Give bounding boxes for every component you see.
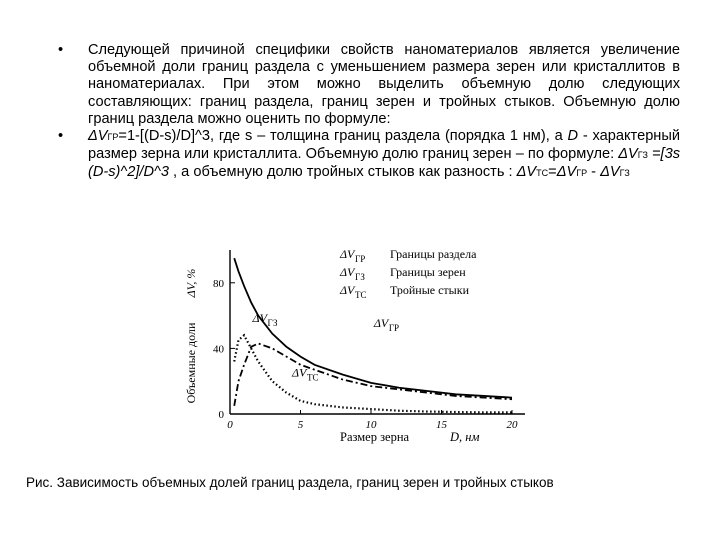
y-tick-label-80: 80 [213, 277, 224, 290]
formula-dv-gz-symbol: ΔV [618, 146, 638, 163]
x-tick-label-20: 20 [506, 419, 518, 431]
curve-label-symbol-тс: ΔV [292, 365, 307, 380]
var-d: D [567, 128, 579, 145]
formula-dv-gr-symbol: ΔV [556, 164, 577, 181]
bullet-item-2 [55, 128, 680, 183]
series-line-тс [234, 335, 512, 412]
paragraph-text: Следующей причиной специфики свойств наноматериалов является увеличение объемной доли границ раздела с уменьшением размера зерен или кристаллитов в наноматериалах. При этом можно выделить объемную долю следующих составляющих: границ раздела, границ зерен и тройных стыков. Объемную долю границ раздела можно оценить по формуле: [88, 42, 680, 127]
formula-equals: = [548, 164, 557, 181]
formula-dv-gz-symbol: ΔV [600, 164, 620, 181]
curve-label-symbol-гр: ΔV [373, 316, 389, 331]
volume-fraction-chart [170, 248, 540, 448]
formula-dv-gz-subscript: ГЗ [637, 150, 648, 161]
legend-symbol-гз: ΔV [340, 265, 355, 279]
y-axis-label: Объемные доли [184, 322, 198, 404]
legend-symbol-тс: ΔV [340, 283, 355, 297]
bullet-item-1 [55, 42, 680, 128]
legend-subscript-тс: ТС [355, 290, 367, 300]
formula-dv-gz-subscript: ГЗ [619, 168, 630, 179]
y-axis-variable: ΔV, % [184, 268, 198, 298]
figure-caption: Рис. Зависимость объемных долей границ раздела, границ зерен и тройных стыков [26, 475, 554, 490]
formula-dv-gr-subscript: ГР [576, 168, 588, 179]
legend-symbol-гр: ΔV [340, 248, 355, 261]
formula-dv-gr-subscript: ГР [107, 132, 119, 143]
formula-dv-gz: =[3s (D-s)^2]/D^3 [88, 146, 680, 181]
curve-label-subscript-гз: ГЗ [267, 318, 278, 329]
x-tick-label-10: 10 [365, 419, 377, 431]
x-tick-label-0: 0 [227, 419, 233, 431]
x-axis-label: Размер зерна [340, 430, 410, 444]
text-segment: , где s – толщина границ раздела (порядка 1 нм), а [210, 128, 568, 145]
x-axis-variable: D, нм [450, 430, 480, 444]
series-line-гз [234, 343, 512, 405]
legend-subscript-гр: ГР [355, 254, 366, 264]
bullet-list [55, 42, 680, 183]
x-tick-label-5: 5 [297, 419, 304, 431]
bullet-marker: • [58, 42, 64, 58]
formula-dv-gr-symbol: ΔV [88, 128, 108, 145]
y-tick-label-40: 40 [213, 343, 224, 356]
curve-label-subscript-гр: ГР [388, 323, 400, 334]
curve-label-symbol-гз: ΔV [252, 311, 267, 326]
formula-minus: - [587, 164, 601, 181]
text-segment: - характерный размер зерна или кристаллита. Объемную долю границ зерен – по формуле: [88, 128, 681, 163]
formula-dv-gr: =1-[(D-s)/D]^3 [118, 128, 211, 145]
bullet-marker: • [58, 128, 64, 145]
formula-dv-ts-symbol: ΔV [516, 164, 537, 181]
legend-subscript-гз: ГЗ [355, 272, 365, 282]
curve-label-subscript-тс: ТС [307, 372, 319, 383]
formula-dv-ts-subscript: ТС [536, 168, 549, 179]
legend-label-тс: Тройные стыки [390, 283, 469, 297]
legend-label-гз: Границы зерен [390, 265, 466, 279]
legend-label-гр: Границы раздела [390, 248, 477, 261]
y-tick-label-0: 0 [218, 409, 224, 421]
x-tick-label-15: 15 [436, 419, 447, 431]
text-segment: , а объемную долю тройных стыков как разность : [169, 164, 517, 181]
